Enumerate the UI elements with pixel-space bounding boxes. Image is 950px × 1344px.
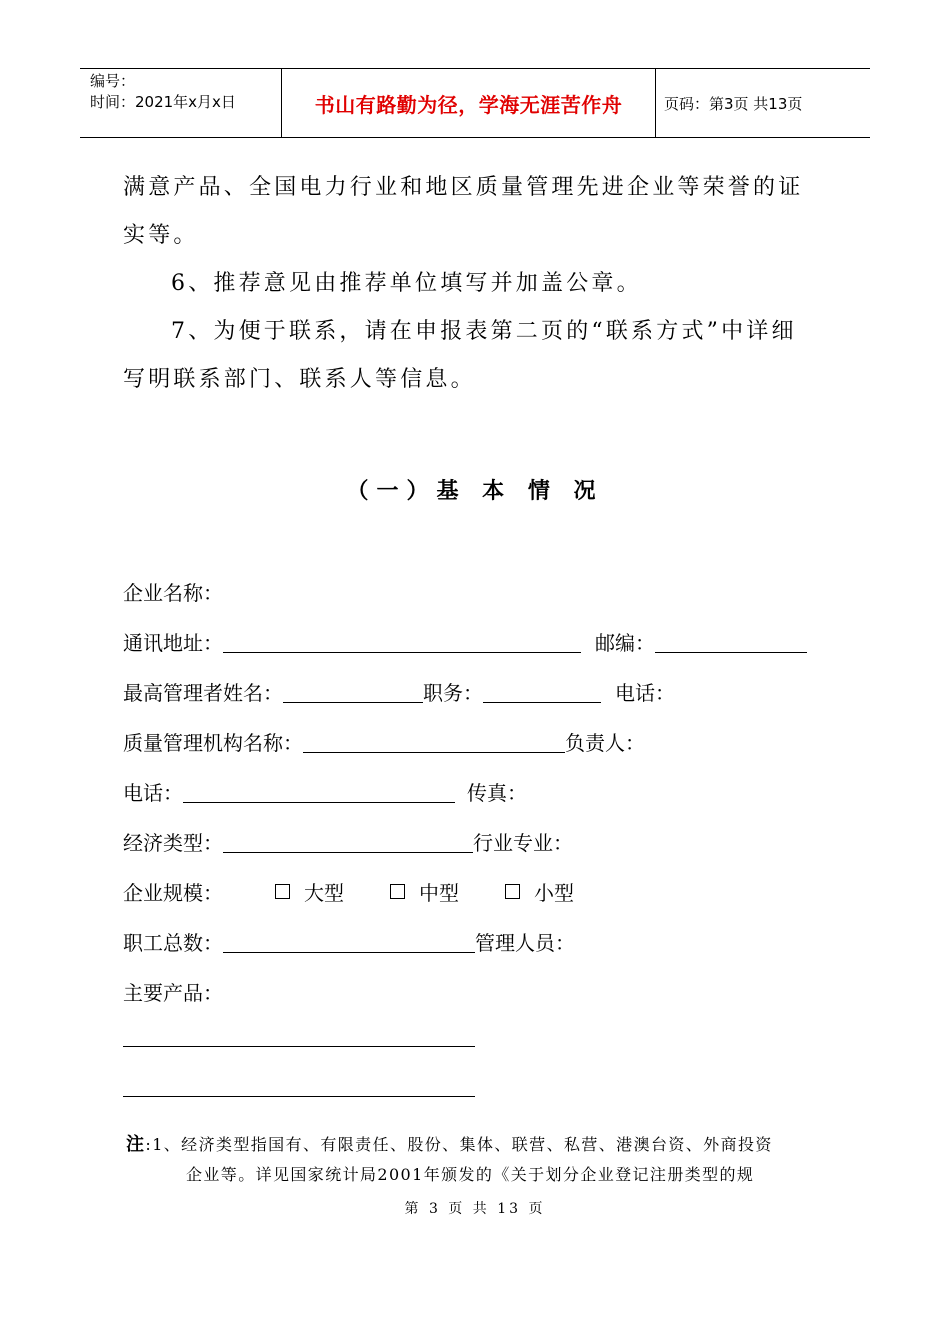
header-meta (80, 69, 282, 137)
form-row-main-products (123, 966, 843, 1016)
form-row-company-name (123, 566, 843, 616)
note-line-1 (126, 1130, 836, 1160)
checkbox-small[interactable] (505, 884, 520, 899)
note-line-1-text: :1、经济类型指国有、有限责任、股份、集体、联营、私营、港澳台资、外商投资 (145, 1135, 773, 1154)
main-products-line-1[interactable] (123, 1046, 475, 1047)
position-field[interactable] (483, 680, 601, 703)
econ-type-label: 经济类型： (123, 830, 223, 855)
scale-label: 企业规模： (123, 880, 223, 905)
header-motto: 书山有路勤为径，学海无涯苦作舟 (314, 92, 623, 117)
company-name-label: 企业名称： (123, 580, 223, 605)
scale-option-small[interactable] (505, 877, 574, 906)
address-label: 通讯地址： (123, 630, 223, 655)
page-footer: 第 3 页 共 13 页 (404, 1201, 546, 1217)
qm-org-field[interactable] (303, 730, 565, 753)
basic-info-form (123, 566, 843, 1016)
address-field[interactable] (223, 630, 581, 653)
checkbox-medium[interactable] (390, 884, 405, 899)
intro-item-7-line-1: 7、为便于联系，请在申报表第二页的“联系方式”中详细 (171, 319, 797, 344)
header-motto-cell (282, 69, 656, 137)
scale-option-medium-label: 中型 (419, 880, 459, 905)
qm-org-label: 质量管理机构名称： (123, 730, 303, 755)
form-row-scale (123, 866, 843, 916)
scale-option-small-label: 小型 (534, 880, 574, 905)
phone-label: 电话： (615, 680, 675, 705)
intro-line-1: 满意产品、全国电力行业和地区质量管理先进企业等荣誉的证 (123, 175, 804, 200)
top-manager-field[interactable] (283, 680, 423, 703)
postcode-field[interactable] (655, 630, 807, 653)
industry-label: 行业专业： (473, 830, 573, 855)
scale-option-medium[interactable] (390, 877, 459, 906)
phone2-label: 电话： (123, 780, 183, 805)
intro-item-7-line-2: 写明联系部门、联系人等信息。 (123, 367, 476, 392)
form-row-address (123, 616, 843, 666)
top-manager-label: 最高管理者姓名： (123, 680, 283, 705)
econ-type-field[interactable] (223, 830, 473, 853)
fax-label: 传真： (467, 780, 527, 805)
scale-option-large[interactable] (275, 877, 344, 906)
checkbox-large[interactable] (275, 884, 290, 899)
postcode-label: 邮编： (595, 630, 655, 655)
phone2-field[interactable] (183, 780, 455, 803)
main-products-line-2[interactable] (123, 1096, 475, 1097)
intro-line-2: 实等。 (123, 223, 199, 248)
staff-total-field[interactable] (223, 930, 475, 953)
page-header (80, 68, 870, 138)
section-title: （一）基 本 情 况 (346, 479, 604, 504)
form-row-staff (123, 916, 843, 966)
header-page-info: 页码：第3页 共13页 (664, 94, 803, 113)
position-label: 职务： (423, 680, 483, 705)
form-row-manager (123, 666, 843, 716)
scale-option-large-label: 大型 (304, 880, 344, 905)
note-line-2: 企业等。详见国家统计局2001年颁发的《关于划分企业登记注册类型的规 (186, 1165, 755, 1184)
intro-text (123, 164, 829, 404)
responsible-label: 负责人： (565, 730, 645, 755)
staff-total-label: 职工总数： (123, 930, 223, 955)
mgmt-staff-label: 管理人员： (475, 930, 575, 955)
form-row-qm-org (123, 716, 843, 766)
main-products-label: 主要产品： (123, 980, 223, 1005)
note-block (126, 1130, 836, 1190)
form-row-phone-fax (123, 766, 843, 816)
doc-time-label: 时间：2021年x月x日 (90, 93, 236, 111)
doc-number-label: 编号： (90, 72, 136, 90)
intro-item-6: 6、推荐意见由推荐单位填写并加盖公章。 (171, 271, 642, 296)
note-label: 注 (126, 1134, 146, 1155)
form-row-econ-type (123, 816, 843, 866)
